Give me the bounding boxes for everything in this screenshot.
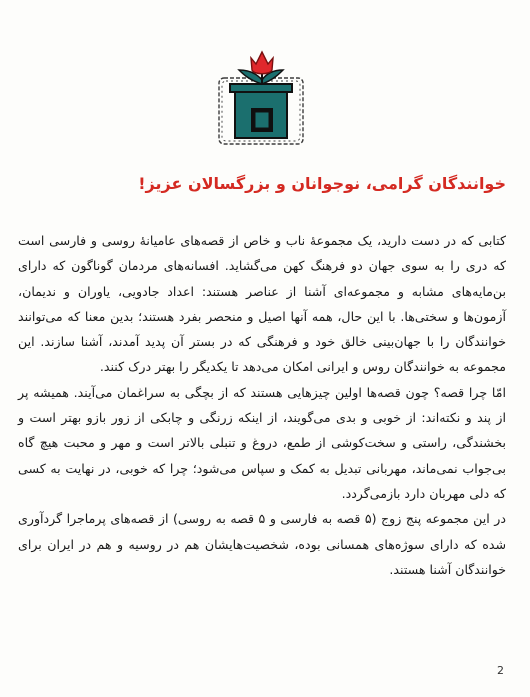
page-number: 2	[497, 664, 504, 677]
tulip-pot-emblem-icon	[213, 48, 309, 148]
page-heading: خوانندگان گرامی، نوجوانان و بزرگسالان عزیز!	[138, 174, 506, 193]
body-text	[18, 228, 506, 582]
paragraph: کتابی که در دست دارید، یک مجموعهٔ ناب و خاص از قصه‌های عامیانهٔ روسی و فارسی است که دری را به سوی جهان دو فرهنگ کهن می‌گشاید. افسانه‌های مردمان گوناگون که دارای بن‌مایه‌های مشابه و مجموعه‌ای آشنا از عناصر هستند: اعداد جادویی، یاوران و ندیمان، آزمون‌ها و سختی‌ها. با این حال، همه آنها اصیل و منحصر بفرد هستند؛ بدین معنا که می‌توانند خوانندگان را با جهان‌بینی خالق خود و فرهنگی که در بستر آن پدید آمدند، آشنا سازند. این مجموعه به خوانندگان روس و ایرانی امکان می‌دهد تا یکدیگر را بهتر درک کنند.	[18, 233, 506, 375]
paragraph: امّا چرا قصه؟ چون قصه‌ها اولین چیزهایی هستند که از بچگی به سراغمان می‌آیند. همیشه پر از پند و نکته‌اند: از خوبی و بدی می‌گویند، از اینکه زرنگی و چابکی از زور بازو بهتر است و بخشندگی، راستی و سخت‌کوشی از طمع، دروغ و تنبلی بالاتر است و مهر و محبت هیچ گاه بی‌جواب نمی‌ماند، مهربانی تبدیل به کمک و سپاس می‌شود؛ چرا که خوبی، در نهایت به کسی که دلی مهربان دارد بازمی‌گردد.	[18, 384, 506, 501]
paragraph: در این مجموعه پنج زوج (۵ قصه به فارسی و ۵ قصه به روسی) از قصه‌های پرماجرا گردآوری شده که دارای سوژه‌های همسانی بوده، شخصیت‌هایشان هم در روسیه و هم در ایران برای خوانندگان آشنا هستند.	[18, 511, 506, 577]
